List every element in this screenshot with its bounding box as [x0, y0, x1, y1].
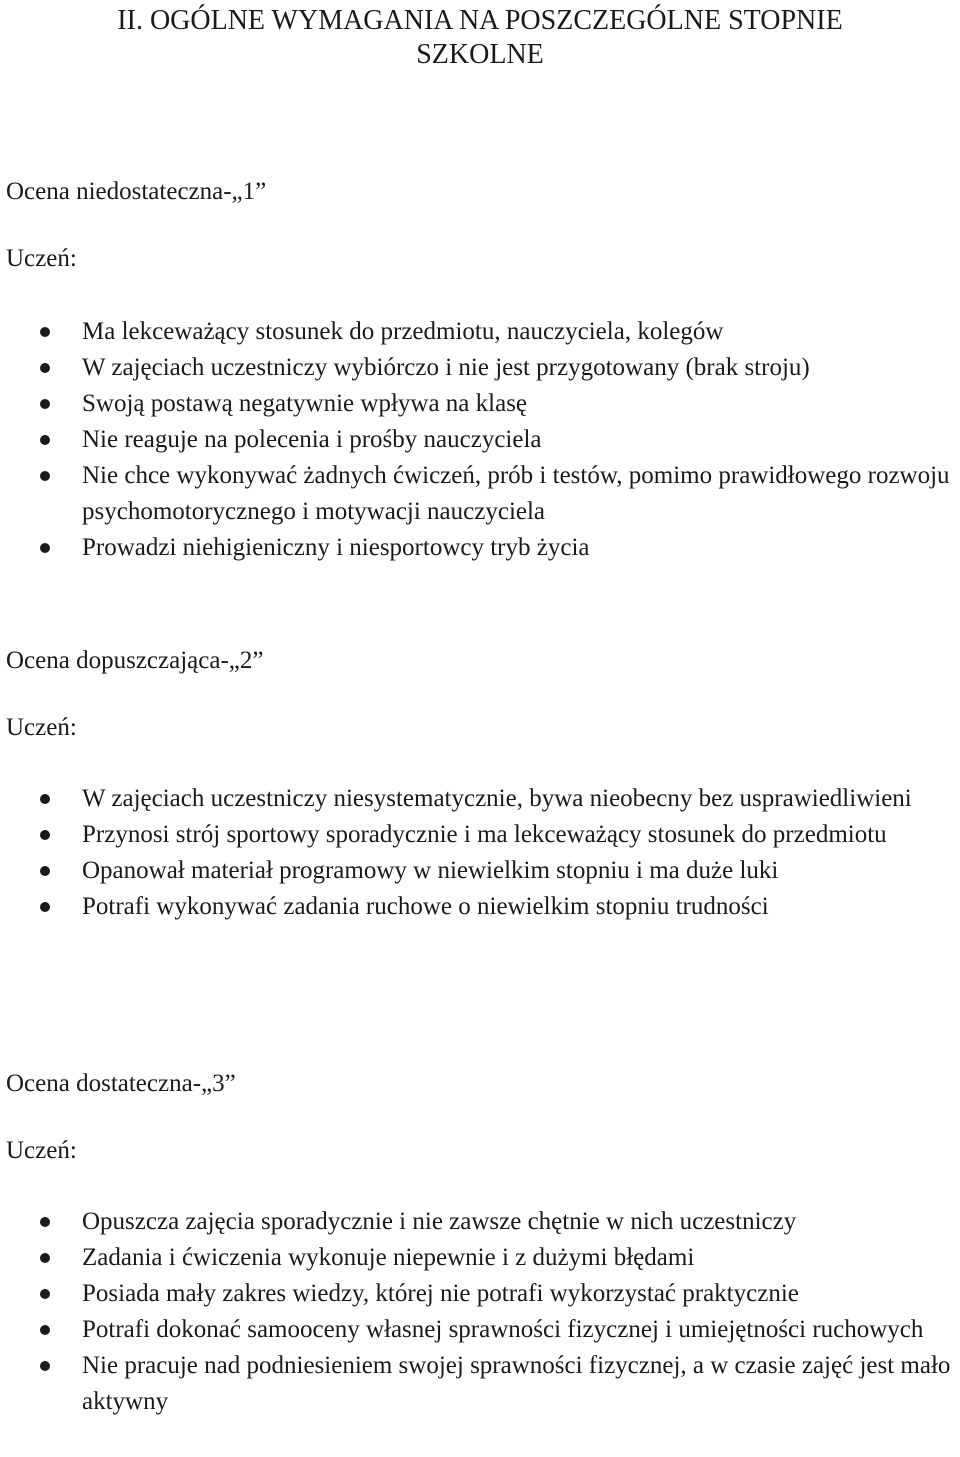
student-label: Uczeń:: [6, 1137, 77, 1164]
list-item: [0, 458, 960, 530]
bullet-icon: [40, 435, 50, 445]
list-item: [0, 1240, 960, 1276]
list-item-text: Prowadzi niehigieniczny i niesportowcy tryb życia: [82, 534, 590, 561]
list-item: [0, 1276, 960, 1312]
list-item-text: Nie pracuje nad podniesieniem swojej sprawności fizycznej, a w czasie zajęć jest mało aktywny: [82, 1352, 951, 1415]
list-item: [0, 314, 960, 350]
bullet-icon: [40, 1253, 50, 1263]
list-item-text: Opanował materiał programowy w niewielkim stopniu i ma duże luki: [82, 857, 779, 884]
list-item-text: Nie chce wykonywać żadnych ćwiczeń, prób i testów, pomimo prawidłowego rozwoju psychomotorycznego i motywacji nauczyciela: [82, 462, 950, 525]
list-item: [0, 889, 960, 925]
list-item-text: W zajęciach uczestniczy niesystematycznie, bywa nieobecny bez usprawiedliwieni: [82, 785, 912, 812]
bullet-icon: [40, 1361, 50, 1371]
list-item-text: Potrafi wykonywać zadania ruchowe o niewielkim stopniu trudności: [82, 893, 769, 920]
bullet-icon: [40, 794, 50, 804]
section-heading-grade-3: Ocena dostateczna-„3”: [6, 1070, 236, 1097]
list-item-text: Przynosi strój sportowy sporadycznie i ma lekceważący stosunek do przedmiotu: [82, 821, 887, 848]
section-heading-grade-1: Ocena niedostateczna-„1”: [6, 178, 267, 205]
list-item-text: Potrafi dokonać samooceny własnej sprawności fizycznej i umiejętności ruchowych: [82, 1316, 924, 1343]
title-line-2: SZKOLNE: [416, 39, 544, 70]
requirements-list-grade-1: [0, 314, 960, 566]
list-item: [0, 422, 960, 458]
student-label: Uczeń:: [6, 714, 77, 741]
list-item-text: Zadania i ćwiczenia wykonuje niepewnie i z dużymi błędami: [82, 1244, 695, 1271]
bullet-icon: [40, 866, 50, 876]
bullet-icon: [40, 543, 50, 553]
list-item: [0, 853, 960, 889]
requirements-list-grade-3: [0, 1204, 960, 1420]
list-item: [0, 817, 960, 853]
list-item: [0, 386, 960, 422]
list-item-text: W zajęciach uczestniczy wybiórczo i nie jest przygotowany (brak stroju): [82, 354, 810, 381]
section-heading-grade-2: Ocena dopuszczająca-„2”: [6, 647, 264, 674]
list-item: [0, 1204, 960, 1240]
bullet-icon: [40, 830, 50, 840]
student-label: Uczeń:: [6, 245, 77, 272]
list-item-text: Swoją postawą negatywnie wpływa na klasę: [82, 390, 528, 417]
bullet-icon: [40, 1289, 50, 1299]
title-line-1: II. OGÓLNE WYMAGANIA NA POSZCZEGÓLNE STOPNIE: [117, 5, 843, 36]
list-item: [0, 530, 960, 566]
list-item-text: Nie reaguje na polecenia i prośby nauczyciela: [82, 426, 542, 453]
list-item-text: Posiada mały zakres wiedzy, której nie potrafi wykorzystać praktycznie: [82, 1280, 799, 1307]
bullet-icon: [40, 363, 50, 373]
list-item-text: Ma lekceważący stosunek do przedmiotu, nauczyciela, kolegów: [82, 318, 724, 345]
bullet-icon: [40, 327, 50, 337]
bullet-icon: [40, 471, 50, 481]
bullet-icon: [40, 399, 50, 409]
list-item: [0, 781, 960, 817]
list-item-text: Opuszcza zajęcia sporadycznie i nie zawsze chętnie w nich uczestniczy: [82, 1208, 797, 1235]
document-title: [0, 4, 960, 72]
bullet-icon: [40, 1217, 50, 1227]
list-item: [0, 1348, 960, 1420]
requirements-list-grade-2: [0, 781, 960, 925]
list-item: [0, 1312, 960, 1348]
list-item: [0, 350, 960, 386]
bullet-icon: [40, 902, 50, 912]
bullet-icon: [40, 1325, 50, 1335]
